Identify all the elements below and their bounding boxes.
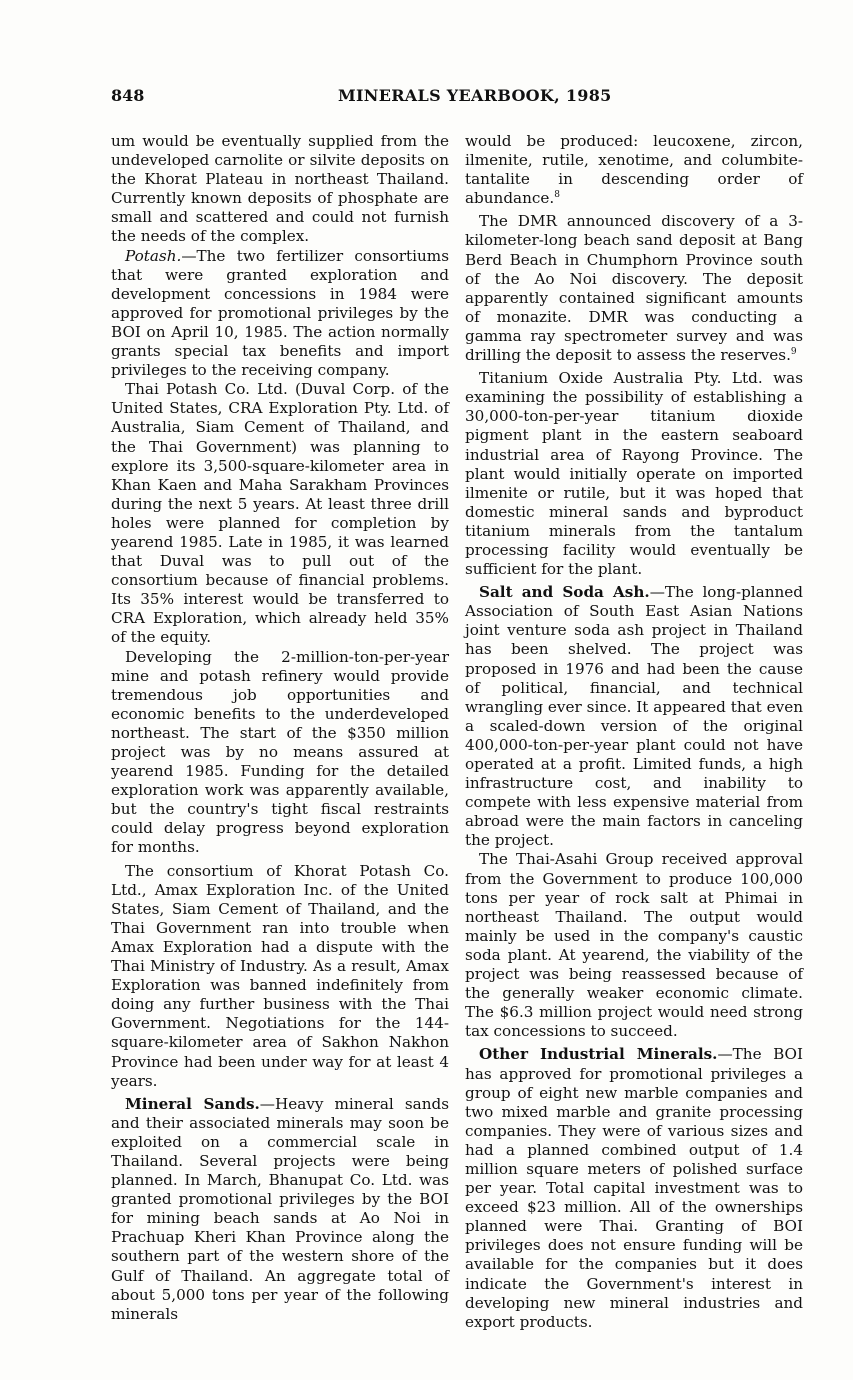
paragraph-phosphate-continuation: um would be eventually supplied from the undeveloped carnolite or silvite deposits on the Khorat Plateau in northeast Thailand. Currently known deposits of phosphate are small and scattered and could not furnish the needs of the complex. (111, 132, 449, 246)
salt-soda-ash-heading: Salt and Soda Ash. (479, 583, 650, 602)
paragraph-thai-asahi: The Thai-Asahi Group received approval from the Government to produce 100,000 tons per year of rock salt at Phimai in northeast Thailand. The output would mainly be used in the company's caustic soda plant. At yearend, the viability of the project was being reassessed because of the generally weaker economic climate. The $6.3 million project would need strong tax concessions to succeed. (465, 850, 803, 1041)
paragraph-salt-soda-ash (465, 583, 803, 850)
paragraph-other-industrial-minerals (465, 1045, 803, 1331)
mineral-sands-text: —Heavy mineral sands and their associated minerals may soon be exploited on a commercial scale in Thailand. Several projects were being planned. In March, Bhanupat Co. Ltd. was granted promotional privileges by the BOI for mining beach sands at Ao Noi in Prachuap Kheri Khan Province along the southern part of the western shore of the Gulf of Thailand. An aggregate total of about 5,000 tons per year of the following minerals (111, 1094, 449, 1323)
paragraph-khorat-consortium: The consortium of Khorat Potash Co. Ltd., Amax Exploration Inc. of the United States, Siam Cement of Thailand, and the Thai Government ran into trouble when Amax Exploration had a dispute with the Thai Ministry of Industry. As a result, Amax Exploration was banned indefinitely from doing any further business with the Thai Government. Negotiations for the 144-square-kilometer area of Sakhon Nakhon Province had been under way for at least 4 years. (111, 861, 449, 1090)
footnote-ref-9: 9 (790, 346, 797, 357)
left-column (111, 132, 449, 1324)
salt-soda-ash-text: —The long-planned Association of South East Asian Nations joint venture soda ash project in Thailand has been shelved. The project was proposed in 1976 and had been the cause of political, financial, and technical wrangling ever since. It appeared that even a scaled-down version of the original 400,000-ton-per-year plant could not have operated at a profit. Limited funds, a high infrastructure cost, and inability to compete with less expensive material from abroad were the main factors in canceling the project. (465, 583, 803, 850)
potash-heading: Potash. (125, 246, 182, 265)
paragraph-thai-potash: Thai Potash Co. Ltd. (Duval Corp. of the United States, CRA Exploration Pty. Ltd. of Australia, Siam Cement of Thailand, and the Thai Government) was planning to explore its 3,500-square-kilometer area in Khan Kaen and Maha Sarakham Provinces during the next 5 years. At least three drill holes were planned for completion by yearend 1985. Late in 1985, it was learned that Duval was to pull out of the consortium because of financial problems. Its 35% interest would be transferred to CRA Exploration, which already held 35% of the equity. (111, 380, 449, 647)
other-industrial-minerals-heading: Other Industrial Minerals. (479, 1045, 718, 1064)
right-column (465, 132, 803, 1332)
paragraph-mineral-sands (111, 1095, 449, 1324)
dmr-discovery-text: The DMR announced discovery of a 3-kilometer-long beach sand deposit at Bang Berd Beach in Chumphorn Province south of the Ao Noi discovery. The deposit apparently contained significant amounts of monazite. DMR was conducting a gamma ray spectrometer survey and was drilling the deposit to assess the reserves. (465, 212, 803, 365)
minerals-list-text: would be produced: leucoxene, zircon, ilmenite, rutile, xenotime, and columbite-tantalite in descending order of abundance. (465, 132, 803, 208)
potash-text: —The two fertilizer consortiums that were granted exploration and development concessions in 1984 were approved for promotional privileges by the BOI on April 10, 1985. The action normally grants special tax benefits and import privileges to the receiving company. (111, 246, 449, 380)
paragraph-potash-refinery: Developing the 2-million-ton-per-year mine and potash refinery would provide tremendous job opportunities and economic benefits to the underdeveloped northeast. The start of the $350 million project was by no means assured at yearend 1985. Funding for the detailed exploration work was apparently available, but the country's tight fiscal restraints could delay progress beyond exploration for months. (111, 647, 449, 857)
paragraph-titanium-oxide: Titanium Oxide Australia Pty. Ltd. was examining the possibility of establishing a 30,000-ton-per-year titanium dioxide pigment plant in the eastern seaboard industrial area of Rayong Province. The plant would initially operate on imported ilmenite or rutile, but it was hoped that domestic mineral sands and byproduct titanium minerals from the tantalum processing facility would eventually be sufficient for the plant. (465, 369, 803, 579)
page-number: 848 (111, 86, 145, 105)
paragraph-minerals-list (465, 132, 803, 208)
paragraph-dmr-discovery (465, 212, 803, 365)
running-title: MINERALS YEARBOOK, 1985 (338, 86, 612, 105)
paragraph-potash (111, 247, 449, 381)
other-industrial-minerals-text: —The BOI has approved for promotional privileges a group of eight new marble companies and two mixed marble and granite processing companies. They were of various sizes and had a planned combined output of 1.4 million square meters of polished surface per year. Total capital investment was to exceed $23 million. All of the ownerships planned were Thai. Granting of BOI privileges does not ensure funding will be available for the companies but it does indicate the Government's interest in developing new mineral industries and export products. (465, 1045, 803, 1331)
footnote-ref-8: 8 (554, 190, 560, 201)
mineral-sands-heading: Mineral Sands. (125, 1094, 260, 1113)
